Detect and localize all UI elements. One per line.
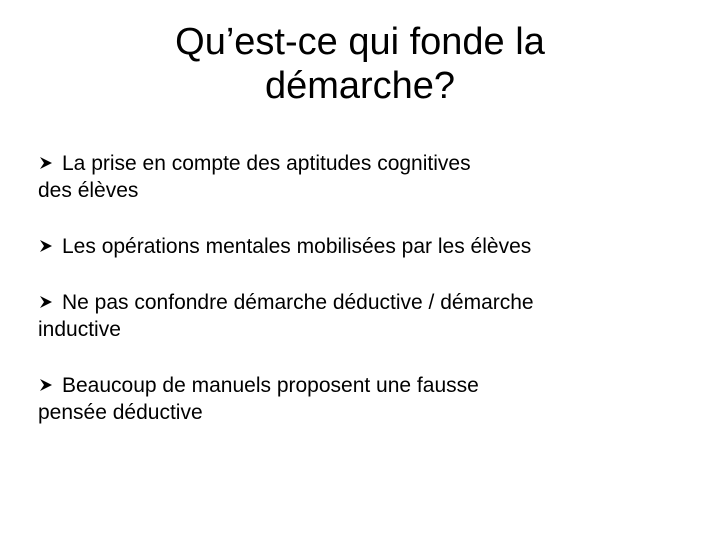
bullet-item-2: [38, 233, 678, 260]
bullet-4-line-2: pensée déductive: [38, 401, 203, 424]
bullet-3-line-2: inductive: [38, 318, 121, 341]
slide-title-line-1: Qu’est-ce qui fonde la: [175, 21, 545, 63]
slide-title-line-2: démarche?: [264, 65, 456, 107]
bullet-2-line-1: Les opérations mentales mobilisées par les élèves: [62, 235, 532, 258]
slide-title: [0, 20, 720, 108]
bullet-item-4: [38, 372, 678, 426]
arrowhead-bullet-icon: [38, 238, 54, 254]
arrowhead-bullet-icon: [38, 377, 54, 393]
bullet-item-1: [38, 150, 678, 204]
arrowhead-bullet-icon: [38, 294, 54, 310]
arrowhead-bullet-icon: [38, 155, 54, 171]
bullet-1-line-1: La prise en compte des aptitudes cognitives: [62, 152, 471, 175]
bullet-3-line-1: Ne pas confondre démarche déductive / démarche: [62, 291, 534, 314]
bullet-item-3: [38, 289, 678, 343]
bullet-1-line-2: des élèves: [38, 179, 139, 202]
bullet-list: [38, 150, 678, 426]
bullet-4-line-1: Beaucoup de manuels proposent une fausse: [62, 374, 479, 397]
